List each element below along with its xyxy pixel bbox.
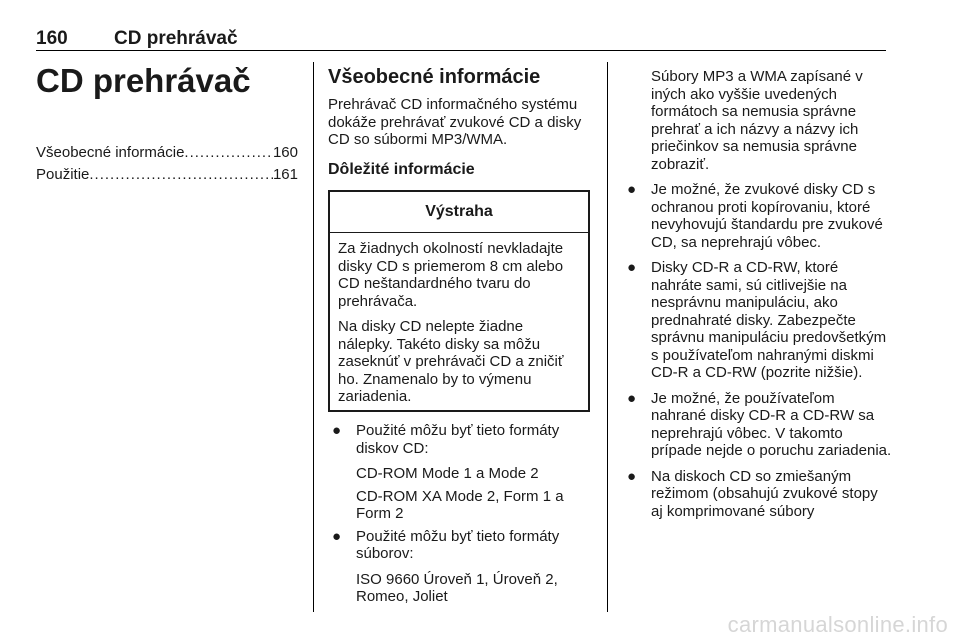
toc-leader-dots: [89, 166, 273, 183]
warning-paragraph: Za žiadnych okolností nevkladajte disky CD s priemerom 8 cm alebo CD neštandardného tvaru do prehrávača.: [338, 240, 564, 310]
format-bullet-list: [328, 422, 594, 611]
bullet-text: Použité môžu byť tieto formáty diskov CD:: [356, 422, 560, 457]
toc-entry-page: 161: [272, 166, 298, 183]
toc-entry-label: Všeobecné informácie: [36, 144, 185, 161]
toc-entry-page: 160: [272, 144, 298, 161]
bullet-text: Je možné, že zvukové disky CD s ochranou proti kopírovaniu, ktoré nevyhovujú štandardu pre zvukové CD, sa neprehrajú vôbec.: [651, 181, 883, 251]
sub-item: CD-ROM Mode 1 a Mode 2: [356, 465, 539, 482]
list-item: [623, 390, 893, 460]
section-title: Všeobecné informácie: [328, 66, 541, 88]
bullet-text: Použité môžu byť tieto formáty súborov:: [356, 527, 560, 562]
bullet-icon: ●: [627, 259, 637, 276]
bullet-icon: ●: [332, 422, 342, 439]
sub-item: ISO 9660 Úroveň 1, Úroveň 2, Romeo, Joliet: [356, 570, 558, 605]
list-item: [328, 528, 594, 563]
chapter-title: CD prehrávač: [36, 62, 251, 99]
toc-leader-dots: [184, 144, 273, 161]
column-divider-2: [607, 62, 608, 612]
bullet-text: Je možné, že používateľom nahrané disky CD-R a CD-RW sa neprehrajú vôbec. V takomto prípade nejde o poruchu zariadenia.: [651, 389, 892, 459]
table-of-contents: [36, 144, 298, 188]
page-header: [36, 28, 886, 52]
bullet-text: Na diskoch CD so zmiešaným režimom (obsahujú zvukové stopy aj komprimované súbory: [651, 467, 878, 520]
toc-entry-general-info[interactable]: [36, 144, 298, 166]
bullet-icon: ●: [627, 181, 637, 198]
intro-paragraph: Prehrávač CD informačného systému dokáže prehrávať zvukové CD a disky CD so súbormi MP3/WMA.: [328, 96, 582, 148]
column-divider-1: [313, 62, 314, 612]
bullet-icon: ●: [332, 527, 342, 545]
list-item: [328, 422, 594, 457]
warning-box: [328, 190, 590, 412]
running-title: CD prehrávač: [114, 28, 238, 49]
subsection-title: Dôležité informácie: [328, 161, 475, 178]
bullet-icon: ●: [627, 389, 637, 407]
sub-item: CD-ROM XA Mode 2, Form 1 a Form 2: [356, 487, 564, 522]
watermark: carmanualsonline.info: [727, 612, 948, 637]
header-rule: [36, 50, 886, 51]
bullet-text: Disky CD-R a CD-RW, ktoré nahráte sami, sú citlivejšie na nesprávnu manipuláciu, ako prednahraté disky. Zabezpečte správnu manipuláciu predovšetkým s používateľom nahranými diskmi CD-R a CD-RW (pozrite nižšie).: [651, 259, 887, 381]
notes-bullet-list: [623, 68, 893, 528]
list-item: [623, 181, 893, 251]
bullet-icon: ●: [627, 467, 637, 485]
list-item: [623, 468, 893, 521]
page-number: 160: [36, 28, 68, 49]
warning-heading: Výstraha: [330, 192, 588, 233]
toc-entry-usage[interactable]: [36, 166, 298, 188]
toc-entry-label: Použitie: [36, 166, 90, 183]
continuation-paragraph: Súbory MP3 a WMA zapísané v iných ako vyššie uvedených formátoch sa nemusia správne prehrať a ich názvy a názvy ich priečinkov sa nemusia správne zobraziť.: [651, 68, 863, 173]
list-item: [623, 259, 893, 382]
warning-body: [330, 233, 588, 406]
warning-paragraph: Na disky CD nelepte žiadne nálepky. Takéto disky sa môžu zaseknúť v prehrávači CD a zničiť ho. Znamenalo by to výmenu zariadenia.: [338, 318, 564, 405]
